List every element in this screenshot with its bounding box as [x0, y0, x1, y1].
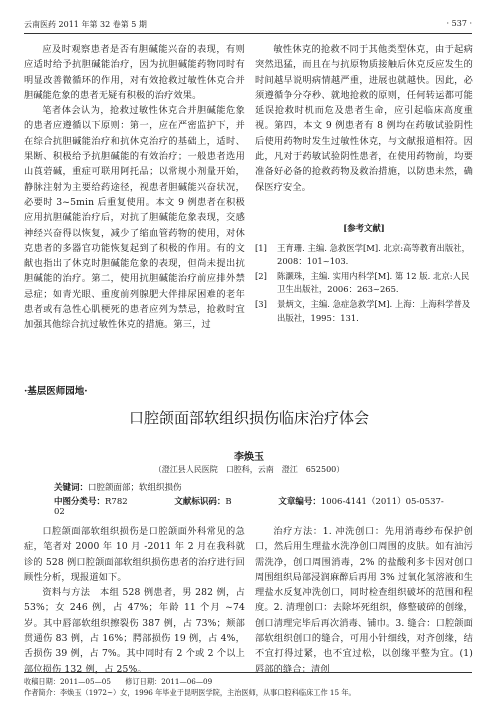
doc-code-value: B: [225, 497, 232, 507]
paragraph: 口腔颌面部软组织损伤是口腔颌面外科常见的急症，笔者对 2000 年 10 月 -2011 年 2 月在我科就诊的 528 例口腔颌面部软组织损伤患者的治疗进行回顾性分析，现报道如下。: [24, 526, 245, 583]
reference-item: [255, 270, 473, 297]
text-column-2: [255, 42, 473, 195]
reference-item: [255, 242, 473, 269]
page-number: · 537 ·: [446, 19, 472, 28]
reference-number: [2]: [255, 270, 267, 281]
paragraph: 应及时观察患者是否有胆碱能兴奋的表现，有则应适时给予抗胆碱能治疗，因为抗胆碱能药物同时有明显改善微循环的作用，对有效抢救过敏性休克合并胆碱能危象的患者无疑有积极的治疗效果。: [24, 44, 245, 101]
journal-name: 云南医药 2011 年第 32 卷第 5 期: [24, 20, 147, 29]
article-title: 口腔颌面部软组织损伤临床治疗体会: [128, 409, 369, 427]
footnote: [24, 672, 472, 698]
paragraph: 笔者体会认为，抢救过敏性休克合并胆碱能危象的患者应遵循以下原则：第一，应在严密监护下，并在综合抗胆碱能治疗和抗休克治疗的基础上，适时、果断、积极给予抗胆碱能的有效治疗；一般患者选用山莨菪碱，重症可联用阿托品；以常规小剂量开始，静脉注射为主要给药途径，视患者胆碱能兴奋状况，必要时 3~5min 后重复使用。本文 9 例患者在积极应用抗胆碱能治疗后，对抗了胆碱能危象表现，交感神经兴奋得以恢复，减少了缩血管药物的使用，对休克患者的多器官功能恢复起到了积极的作用。有的文献也指出了休克时胆碱能危象的表现，但尚未提出抗胆碱能的治疗。第二，使用抗胆碱能治疗前应排外禁忌症；如青光眼、重度前列腺肥大伴排尿困难的老年患者或有急性心肌梗死的患者应列为禁忌，抢救时宜加强其他综合抗过敏性休克的措施。第三，过: [24, 105, 245, 331]
reference-text: 景炳文，主编. 急症急救学[M]. 上海：上海科学普及出版社，1995：131.: [277, 298, 471, 323]
doc-code-label: 文献标识码：: [174, 497, 226, 507]
reference-number: [1]: [255, 242, 267, 253]
references: [255, 222, 473, 326]
text-column-3: [24, 524, 245, 677]
keywords-label: 关键词：: [54, 483, 89, 493]
author-bio: 作者简介：李焕玉（1972~）女，1996 年毕业于昆明医学院，主治医师，从事口腔科临床工作 15 年。: [24, 688, 356, 697]
paragraph: 治疗方法：1. 冲洗创口：先用消毒纱布保护创口，然后用生理盐水洗净创口周围的皮肤。如有油污需洗净，创口周围消毒，2% 的盐酸利多卡因对创口周围组织局部浸润麻醉后再用 3% 过氧化氢溶液和生理盐水反复冲洗创口，同时检查组织破坏的范围和程度。2. 清理创口：去除坏死组织，修整破碎的创缘，创口清理完毕后再次消毒、铺巾。3. 缝合：口腔颌面部软组织创口的缝合，可用小针细线，对齐创缘，结不宜打得过紧，也不宜过松，以创缘平整为宜。(1) 唇部的缝合：清创: [255, 526, 473, 675]
running-header: [24, 19, 472, 34]
clc-label: 中图分类号：: [54, 497, 106, 507]
clc-value: R782: [105, 497, 128, 507]
article-no-value: 1006-4141（2011）05-0537-02: [54, 497, 444, 517]
references-title: [参考文献]: [343, 223, 385, 233]
reference-item: [255, 298, 473, 325]
paragraph: 敏性休克的抢救不同于其他类型休克，由于起病突然迅猛，而且在与抗原物质接触后休克反应发生的时间越早说明病情越严重，进展也就越快。因此，必须遵循争分夺秒、就地抢救的原则，任何转运都可能延误抢救时机而危及患者生命，应引起临床高度重视。第四，本文 9 例患者有 8 例均在药敏试验阴性后使用药物时发生过敏性休克，与文献报道相符。因此，凡对于药敏试验阴性患者，在使用药物前，均要准备好必备的抢救药物及救治措施，以防患未然，确保医疗安全。: [255, 44, 473, 193]
keywords: [54, 481, 182, 493]
text-column-4: [255, 524, 473, 677]
paragraph: 资料与方法 本组 528 例患者，男 282 例，占 53%；女 246 例，占 47%；年龄 11 个月 ~74 岁。其中唇部软组织擦裂伤 387 例，占 73%；颊部贯通伤 83 例，占 16%；腭部损伤 19 例，占 4%，舌损伤 39 例，占 7%。其中同时有 2 个或 2 个以上部位损伤 132 例，占 25%。: [24, 587, 245, 675]
reference-text: 王育珊. 主编. 急救医学[M]. 北京:高等教育出版社，2008：101~103.: [277, 242, 471, 267]
reference-number: [3]: [255, 298, 267, 309]
author-affiliation: （澄江县人民医院 口腔科，云南 澄江 652500）: [153, 465, 345, 474]
keywords-value: 口腔颌面部；软组织损伤: [88, 483, 182, 493]
section-label: ·基层医师园地·: [24, 386, 88, 397]
received-dates: 收稿日期：2011—05—05 修订日期：2011—06—09: [24, 677, 213, 686]
reference-text: 陈灏珠，主编. 实用内科学[M]. 第 12 版. 北京:人民卫生出版社，2006：263~265.: [277, 270, 470, 295]
classification-line: [54, 495, 498, 517]
text-column-1: [24, 42, 245, 333]
article-author: 李焕玉: [234, 452, 264, 463]
article-no-label: 文章编号：: [278, 497, 321, 507]
